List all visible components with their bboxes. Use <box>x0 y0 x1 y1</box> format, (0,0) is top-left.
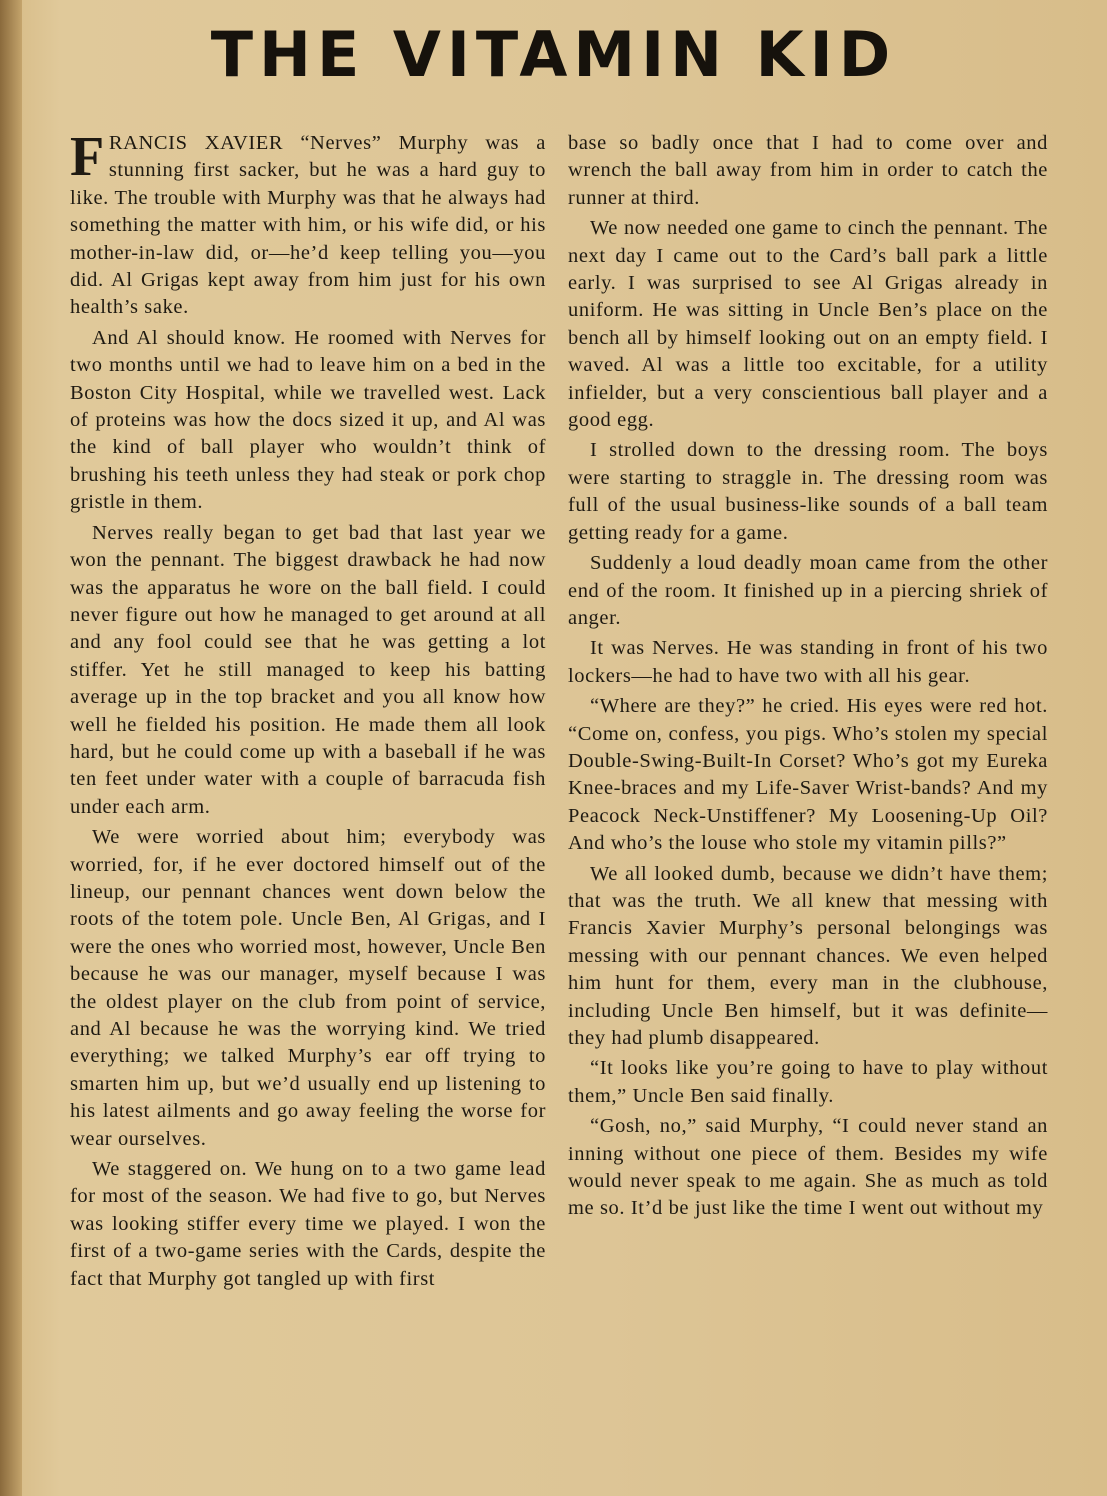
right-column <box>568 130 1048 1223</box>
story-title: THE VITAMIN KID <box>210 18 897 91</box>
left-column <box>70 126 546 1293</box>
paragraph: base so badly once that I had to come over and wrench the ball away from him in order to catch the runner at third. <box>568 132 1048 209</box>
paragraph: Suddenly a loud deadly moan came from the other end of the room. It finished up in a piercing shriek of anger. <box>568 552 1048 629</box>
paragraph: We were worried about him; everybody was worried, for, if he ever doctored himself out of the lineup, our pennant chances went down below the roots of the totem pole. Uncle Ben, Al Grigas, and I were the ones who worried most, however, Uncle Ben because he was our manager, myself because I was the oldest player on the club from point of service, and Al because he was the worrying kind. We tried everything; we talked Murphy’s ear off trying to smarten him up, but we’d usually end up listening to his latest ailments and go away feeling the worse for wear ourselves. <box>70 826 546 1150</box>
paragraph: We staggered on. We hung on to a two game lead for most of the season. We had five to go, but Nerves was looking stiffer every time we played. I won the first of a two-game series with the Cards, despite the fact that Murphy got tangled up with first <box>70 1158 546 1290</box>
paragraph: “Gosh, no,” said Murphy, “I could never stand an inning without one piece of them. Besides my wife would never speak to me again. She as much as told me so. It’d be just like the time I went out without my <box>568 1115 1048 1220</box>
paragraph: I strolled down to the dressing room. The boys were starting to straggle in. The dressing room was full of the usual business-like sounds of a ball team getting ready for a game. <box>568 439 1048 544</box>
paragraph: We all looked dumb, because we didn’t have them; that was the truth. We all knew that messing with Francis Xavier Murphy’s personal belongings was messing with our pennant chances. We even helped him hunt for them, every man in the clubhouse, including Uncle Ben himself, but it was definite—they had plumb disappeared. <box>568 862 1048 1049</box>
paragraph: FRANCIS XAVIER “Nerves” Murphy was a stunning first sacker, but he was a hard guy to like. The trouble with Murphy was that he always had something the matter with him, or his wife did, or his mother-in-law did, or—he’d keep telling you—you did. Al Grigas kept away from him just for his own health’s sake. <box>70 126 546 319</box>
paragraph: And Al should know. He roomed with Nerves for two months until we had to leave him on a bed in the Boston City Hospital, while we travelled west. Lack of proteins was how the docs sized it up, and Al was the kind of ball player who wouldn’t think of brushing his teeth unless they had steak or pork chop gristle in them. <box>70 326 546 514</box>
paragraph: “It looks like you’re going to have to play without them,” Uncle Ben said finally. <box>568 1057 1048 1107</box>
page-spine <box>0 0 22 1496</box>
paragraph: We now needed one game to cinch the pennant. The next day I came out to the Card’s ball park a little early. I was surprised to see Al Grigas already in uniform. He was sitting in Uncle Ben’s place on the bench all by himself looking out on an empty field. I waved. Al was a little too excitable, for a utility infielder, but a very conscientious ball player and a good egg. <box>568 217 1048 432</box>
paragraph: “Where are they?” he cried. His eyes were red hot. “Come on, confess, you pigs. Who’s stolen my special Double-Swing-Built-In Corset? Who’s got my Eureka Knee-braces and my Life-Saver Wrist-bands? And my Peacock Neck-Unstiffener? My Loosening-Up Oil? And who’s the louse who stole my vitamin pills?” <box>568 695 1048 855</box>
paragraph: Nerves really began to get bad that last year we won the pennant. The biggest drawback he had now was the apparatus he wore on the ball field. I could never figure out how he managed to get around at all and any fool could see that he was getting a lot stiffer. Yet he still managed to keep his batting average up in the top bracket and you all know how well he fielded his position. He made them all look hard, but he could come up with a baseball if he was ten feet under water with a couple of barracuda fish under each arm. <box>70 521 546 818</box>
paragraph: It was Nerves. He was standing in front of his two lockers—he had to have two with all his gear. <box>568 637 1048 687</box>
drop-cap: F <box>70 126 105 188</box>
